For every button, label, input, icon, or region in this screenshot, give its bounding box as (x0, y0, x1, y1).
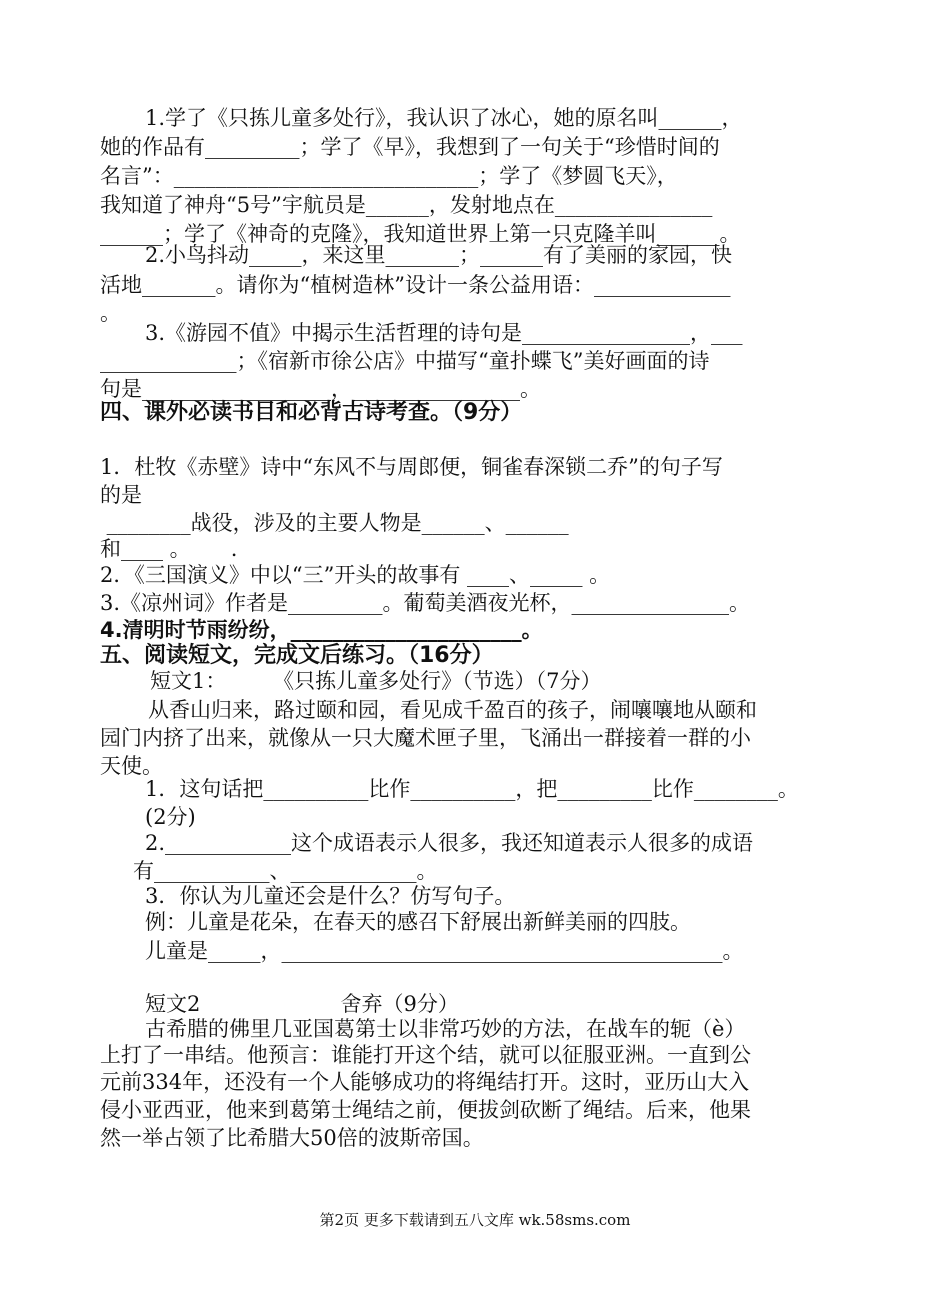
q3-3-line-3: 句是__________________，________________。 (100, 377, 541, 401)
s4-line-6: 3.《凉州词》作者是_________。葡萄美酒夜光杯，_______________。 (100, 591, 751, 615)
passage-1-title: 短文1： 《只拣儿童多处行》（节选）（7分） (150, 669, 602, 693)
p1-answer: 儿童是_____，__________________________________________。 (145, 939, 744, 963)
p1-q1-score: (2分) (145, 805, 196, 829)
p1-example: 例：儿童是花朵，在春天的感召下舒展出新鲜美丽的四肢。 (145, 910, 691, 934)
q3-2-line-2: 活地_______。请你为“植树造林”设计一条公益用语：_____________ (100, 273, 731, 297)
passage-2-title: 短文2 舍弃（9分） (145, 992, 459, 1016)
section-5-heading: 五、阅读短文，完成文后练习。（16分） (100, 643, 494, 668)
p1-q1: 1．这句话把__________比作__________，把_________比作________。 (145, 777, 799, 801)
q3-3-line-2: _____________；《宿新市徐公店》中描写“童扑蝶飞”美好画面的诗 (100, 349, 710, 373)
q3-2-line-3: 。 (100, 301, 121, 325)
p1-q2-line-1: 2.____________这个成语表示人很多，我还知道表示人很多的成语 (145, 831, 754, 855)
passage-1-text-1: 从香山归来，路过颐和园，看见成千盈百的孩子，闹嚷嚷地从颐和 (148, 698, 757, 722)
q3-2-line-1: 2.小鸟抖动_____，来这里_______；______有了美丽的家园，快 (145, 243, 733, 267)
section-4-heading: 四、课外必读书目和必背古诗考查。（9分） (100, 400, 523, 425)
passage-2-text-3: 元前334年，还没有一个人能够成功的将绳结打开。这时，亚历山大入 (100, 1070, 750, 1094)
s4-line-5: 2．《三国演义》中以“三”开头的故事有 ____、_____ 。 (100, 563, 611, 587)
s4-line-2: 的是 (100, 483, 142, 507)
passage-2-text-4: 侵小亚西亚，他来到葛第士绳结之前，便拔剑砍断了绳结。后来，他果 (100, 1098, 751, 1122)
q3-1-line-4: 我知道了神舟“5号”宇航员是______，发射地点在_______________ (100, 193, 713, 217)
q3-1-line-3: 名言”：_____________________________；学了《梦圆飞天》， (100, 164, 678, 188)
passage-1-text-2: 园门内挤了出来，就像从一只大魔术匣子里，飞涌出一群接着一群的小 (100, 726, 751, 750)
q3-1-line-5: ______；学了《神奇的克隆》，我知道世界上第一只克隆羊叫______。 (100, 222, 741, 246)
s4-q4: 4.清明时节雨纷纷，______________________。 (100, 618, 543, 642)
passage-2-text-1: 古希腊的佛里几亚国葛第士以非常巧妙的方法，在战车的轭（è） (145, 1017, 746, 1041)
s4-line-1: 1．杜牧《赤壁》诗中“东风不与周郎便，铜雀春深锁二乔”的句子写 (100, 455, 723, 479)
q3-1-line-1: 1.学了《只拣儿童多处行》，我认识了冰心，她的原名叫______， (145, 106, 743, 130)
page-footer: 第2页 更多下载请到五八文库 wk.58sms.com (319, 1211, 631, 1229)
q3-3-line-1: 3.《游园不值》中揭示生活哲理的诗句是________________，___ (145, 321, 743, 345)
p1-q3: 3．你认为儿童还会是什么？仿写句子。 (145, 884, 516, 908)
passage-1-text-3: 天使。 (100, 754, 163, 778)
passage-2-text-5: 然一举占领了比希腊大50倍的波斯帝国。 (100, 1126, 484, 1150)
s4-line-4: 和____ 。 . (100, 537, 238, 561)
passage-2-text-2: 上打了一串结。他预言：谁能打开这个结，就可以征服亚洲。一直到公 (100, 1043, 751, 1067)
p1-q2-line-2: 有___________、____________。 (133, 859, 438, 883)
s4-line-3: ________战役，涉及的主要人物是______、______ (100, 511, 569, 535)
q3-1-line-2: 她的作品有_________；学了《早》，我想到了一句关于“珍惜时间的 (100, 135, 720, 159)
